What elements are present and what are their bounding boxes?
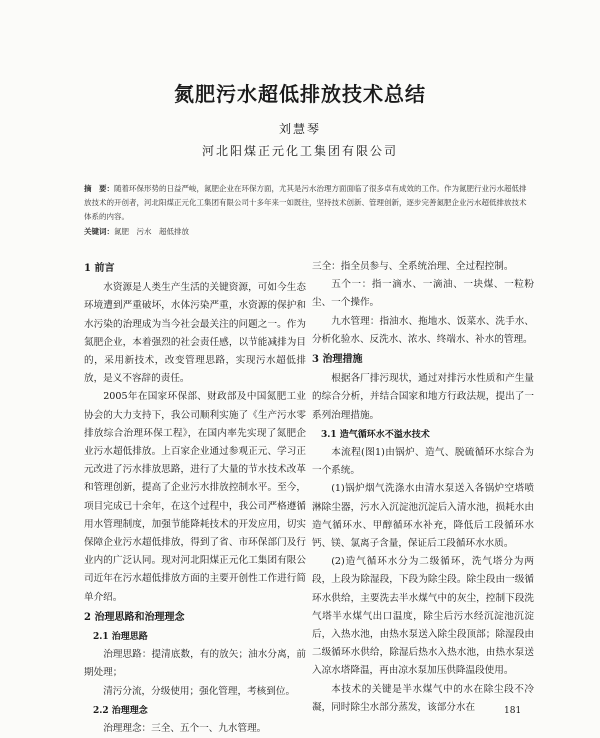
paragraph: 五个一：指一滴水、一滴油、一块煤、一粒粉尘、一个操作。 <box>312 279 534 309</box>
keywords-label: 关键词： <box>84 227 114 236</box>
right-column <box>312 258 534 717</box>
subsection-heading: 2.2 治理理念 <box>93 705 148 716</box>
paragraph: 九水管理：指油水、拖地水、饭菜水、洗手水、分析化验水、反洗水、浓水、终端水、补水的管理。 <box>312 315 534 345</box>
left-column <box>84 258 306 738</box>
section-heading: 2 治理思路和治理理念 <box>84 611 185 623</box>
keywords-text: 氮肥 污水 超低排放 <box>114 227 189 236</box>
keywords <box>84 226 532 238</box>
paragraph: 三全：指全员参与、全系统治理、全过程控制。 <box>312 261 514 272</box>
paragraph: 本技术的关键是半水煤气中的水在除尘段不冷凝，同时除尘水部分蒸发，该部分水在 <box>312 683 534 713</box>
subsection-heading: 3.1 造气循环水不溢水技术 <box>321 429 430 440</box>
page-number: 181 <box>504 706 522 716</box>
author: 刘慧琴 <box>278 122 321 136</box>
paragraph: (2)造气循环水分为二级循环，洗气塔分为两段，上段为除湿段，下段为除尘段。除尘段由一级循环水供给，主要洗去半水煤气中的灰尘，控制下段洗气塔半水煤气出口温度，除尘后污水经沉淀池沉淀后，入热水池，由热水泵送入除尘段顶部；除湿段由二级循环水供给，除湿后热水入热水池，由热水泵送入凉水塔降温，再由凉水泵加压供降温段使用。 <box>312 556 534 677</box>
section-heading: 1 前言 <box>84 263 115 274</box>
paragraph: 2005年在国家环保部、财政部及中国氮肥工业协会的大力支持下，我公司顺利实施了《生产污水零排放综合治理环保工程》，在国内率先实现了氮肥企业污水超低排放。上百家企业通过参观正元、学习正元改进了污水排放思路，进行了大量的节水技术改革和管理创新，提高了企业污水排放控制水平。至今，项目完成已十余年，在这个过程中，我公司严格遵循用水管理制度，加强节能降耗技术的开发应用，切实保障企业污水超低排放，得到了省、市环保部门及行业内的广泛认同。现对河北阳煤正元化工集团有限公司近年在污水超低排放方面的主要开创性工作进行简单介绍。 <box>84 391 306 603</box>
paragraph: 根据各厂排污现状，通过对排污水性质和产生量的综合分析，并结合国家和地方行政法规，提出了一系列治理措施。 <box>312 373 534 421</box>
paragraph: 治理思路：提清底数，有的放矢；油水分离，前期处理； <box>84 649 306 679</box>
abstract-label: 摘 要： <box>84 184 114 193</box>
paragraph: 本流程(图1)由锅炉、造气、脱硫循环水综合为一个系统。 <box>312 447 534 477</box>
paragraph: 清污分流，分级使用；强化管理，考核到位。 <box>103 685 296 697</box>
page-title: 氮肥污水超低排放技术总结 <box>174 82 426 106</box>
section-heading: 3 治理措施 <box>312 354 363 366</box>
paragraph: 治理理念：三全、五个一、九水管理。 <box>103 723 267 735</box>
affiliation: 河北阳煤正元化工集团有限公司 <box>201 144 398 158</box>
paragraph: (1)锅炉烟气洗涤水由清水泵送入各锅炉空塔喷淋除尘器，污水入沉淀池沉淀后入清水池，损耗水由造气循环水、甲醇循环水补充，降低后工段循环水钙、镁、氯离子含量，保证后工段循环水水质。 <box>312 483 534 550</box>
abstract-text: 随着环保形势的日益严峻，氮肥企业在环保方面，尤其是污水治理方面面临了很多卓有成效的工作。作为氮肥行业污水超低排放技术的开创者，河北阳煤正元化工集团有限公司十多年来一如既往，坚持技术创新、管理创新，逐步完善氮肥企业污水超低排放技术体系的内容。 <box>84 184 527 221</box>
paragraph: 水资源是人类生产生活的关键资源，可如今生态环境遭到严重破坏，水体污染严重，水资源的保护和水污染的治理成为当今社会最关注的问题之一。作为氮肥企业，本着强烈的社会责任感，以节能减排为目的，采用新技术，改变管理思路，实现污水超低排放，是义不容辞的责任。 <box>84 282 306 385</box>
abstract <box>84 182 532 224</box>
subsection-heading: 2.1 治理思路 <box>93 632 148 643</box>
